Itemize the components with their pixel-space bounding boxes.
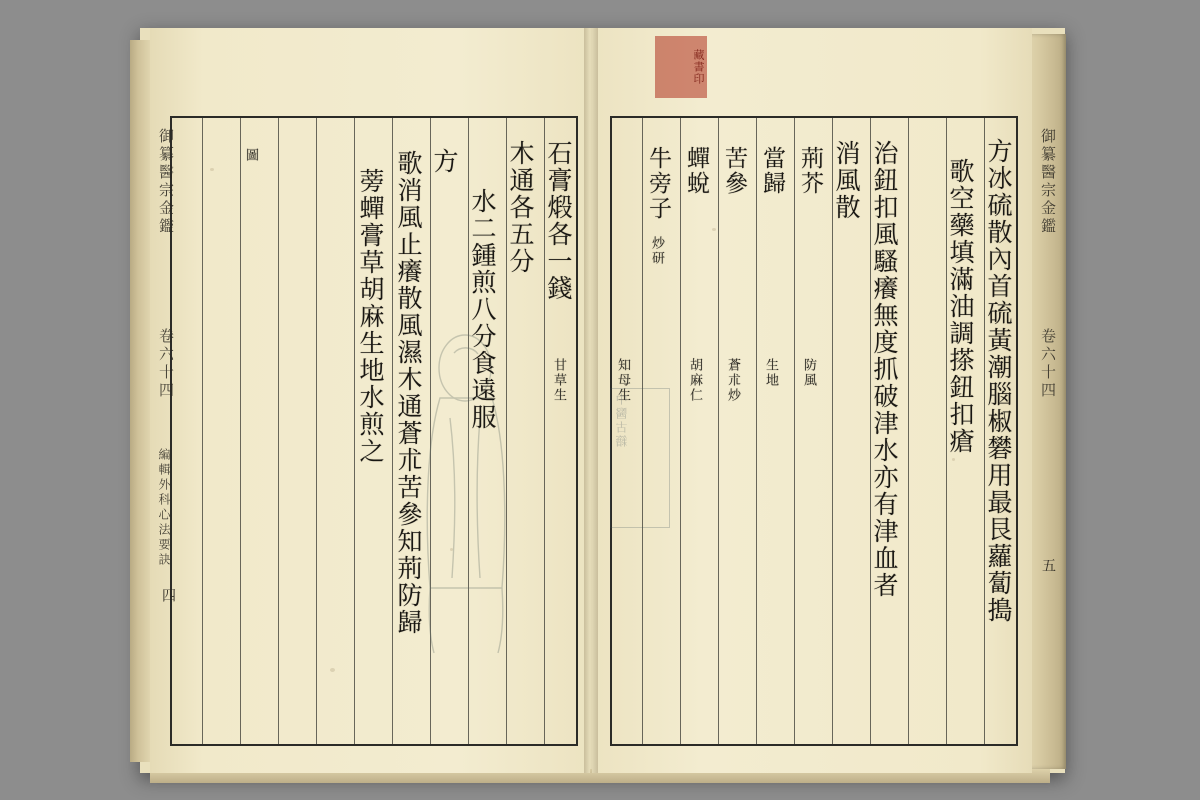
- left-col-7: 圖: [243, 148, 258, 163]
- book-gutter: [584, 28, 598, 773]
- right-col-2: 歌空藥填滿油調搽鈕扣瘡: [946, 158, 975, 455]
- right-col-5: 荊芥: [797, 146, 823, 196]
- book-object: [140, 28, 1065, 773]
- right-col-3: 治鈕扣風騷癢無度抓破津水亦有津血者: [870, 140, 899, 599]
- right-col-1: 方冰硫散內首硫黃潮腦椒礬用最艮蘿蔔搗: [984, 138, 1013, 624]
- left-col-1-sub: 甘草生: [551, 358, 566, 403]
- right-spine-title: 御纂醫宗金鑑: [1039, 128, 1057, 236]
- collector-seal-stamp: 藏書印: [655, 36, 707, 98]
- left-spine-title: 御纂醫宗金鑑: [157, 128, 175, 236]
- right-col-6: 當歸: [759, 146, 785, 196]
- right-col-6-sub: 生地: [763, 358, 778, 388]
- right-col-10: 知母生: [615, 358, 630, 403]
- right-col-7: 苦參: [721, 146, 747, 196]
- right-col-4: 消風散: [832, 140, 861, 221]
- right-spine-subtitle: 卷六十四: [1039, 328, 1057, 400]
- left-col-3: 水二鍾煎八分食遠服: [468, 188, 497, 431]
- left-spine-note: 編輯外科心法要訣: [157, 448, 171, 568]
- right-col-8: 蟬蛻: [683, 146, 709, 196]
- left-spine-subtitle: 卷六十四: [157, 328, 175, 400]
- right-col-9-sub: 炒研: [649, 236, 664, 266]
- left-col-5: 歌消風止癢散風濕木通蒼朮苦參知荊防歸: [394, 150, 423, 636]
- right-col-8-sub: 胡麻仁: [687, 358, 702, 403]
- left-page-number: 四: [160, 588, 176, 604]
- left-col-4: 方: [430, 148, 459, 175]
- right-page-number: 五: [1040, 558, 1056, 574]
- left-col-2: 木通各五分: [506, 140, 535, 275]
- page-edge-left: [130, 40, 150, 762]
- right-col-5-sub: 防風: [801, 358, 816, 388]
- ghost-figure-illustration: [410, 328, 520, 658]
- left-col-6: 蒡蟬膏草胡麻生地水煎之: [356, 168, 385, 465]
- left-col-1: 石膏煅各一錢: [544, 140, 573, 302]
- right-col-7-sub: 蒼朮炒: [725, 358, 740, 403]
- right-col-9: 牛旁子: [645, 146, 671, 221]
- ghost-library-stamp: 中醫古籍: [610, 388, 670, 528]
